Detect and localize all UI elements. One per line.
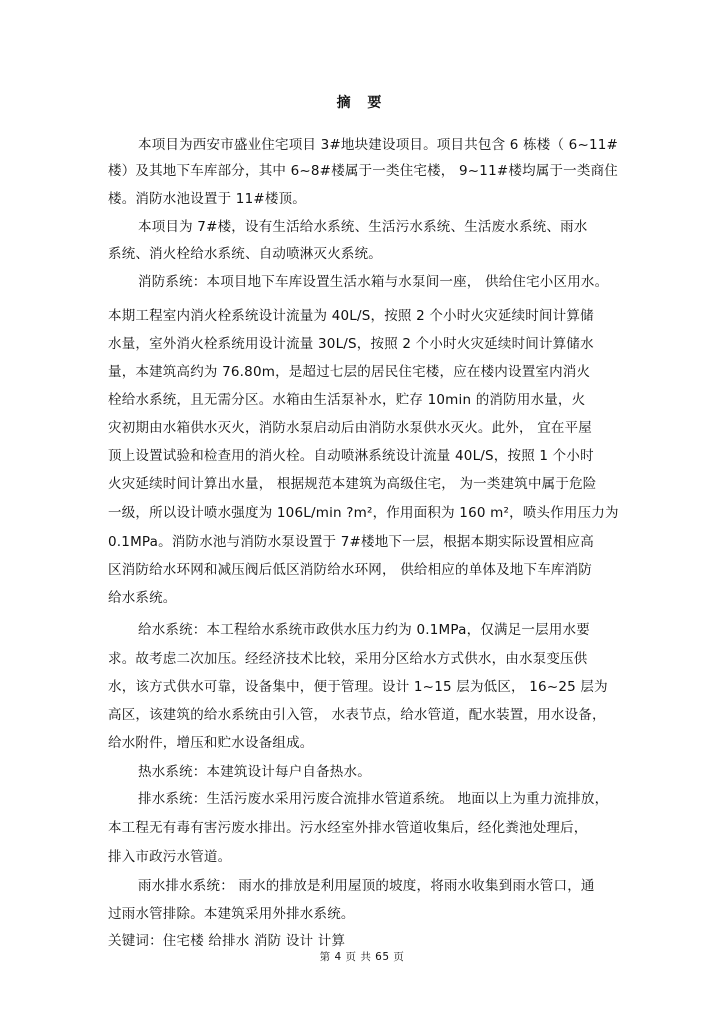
text-line: 0.1MPa。消防水池与消防水泵设置于 7#楼地下一层，根据本期实际设置相应高 [108, 534, 594, 550]
text-line: 灾初期由水箱供水灭火，消防水泵启动后由消防水泵供水灭火。此外， 宜在平屋 [108, 420, 592, 436]
page-number: 第 4 页 共 65 页 [319, 951, 405, 963]
text-line: 楼）及其地下车库部分，其中 6~8#楼属于一类住宅楼， 9~11#楼均属于一类商住 [108, 163, 618, 179]
text-line: 雨水排水系统： 雨水的排放是利用屋顶的坡度，将雨水收集到雨水管口，通 [138, 878, 595, 894]
text-line: 给水系统。 [108, 590, 177, 606]
text-line: 一级，所以设计喷水强度为 106L/min ?m²，作用面积为 160 m²，喷头作用压力为 [108, 505, 619, 521]
text-line: 火灾延续时间计算出水量， 根据规范本建筑为高级住宅， 为一类建筑中属于危险 [108, 476, 597, 492]
text-line: 区消防给水环网和减压阀后低区消防给水环网， 供给相应的单体及地下车库消防 [108, 562, 592, 578]
text-line: 系统、消火栓给水系统、自动喷淋灭火系统。 [108, 246, 382, 262]
text-line: 消防系统：本项目地下车库设置生活水箱与水泵间一座， 供给住宅小区用水。 [138, 274, 609, 290]
text-line: 本项目为 7#楼，设有生活给水系统、生活污水系统、生活废水系统、雨水 [138, 219, 588, 235]
text-line: 顶上设置试验和检查用的消火栓。自动喷淋系统设计流量 40L/S，按照 1 个小时 [108, 448, 594, 464]
text-line: 楼。消防水池设置于 11#楼顶。 [108, 191, 306, 207]
text-line: 热水系统：本建筑设计每户自备热水。 [138, 764, 371, 780]
text-line: 高区，该建筑的给水系统由引入管， 水表节点，给水管道，配水装置，用水设备， [108, 707, 606, 723]
text-line: 过雨水管排除。本建筑采用外排水系统。 [108, 906, 355, 922]
text-line: 水，该方式供水可靠，设备集中，便于管理。设计 1~15 层为低区， 16~25 层为 [108, 679, 608, 695]
text-line: 本期工程室内消火栓系统设计流量为 40L/S，按照 2 个小时火灾延续时间计算储 [108, 308, 594, 324]
text-line: 本项目为西安市盛业住宅项目 3#地块建设项目。项目共包含 6 栋楼（ 6~11# [138, 137, 619, 153]
text-line: 排水系统：生活污废水采用污废合流排水管道系统。 地面以上为重力流排放， [138, 791, 609, 807]
abstract-title: 摘 要 [336, 95, 388, 111]
text-line: 量，本建筑高约为 76.80m，是超过七层的居民住宅楼，应在楼内设置室内消火 [108, 364, 591, 380]
text-line: 本工程无有毒有害污废水排出。污水经室外排水管道收集后，经化粪池处理后， [108, 820, 588, 836]
text-line: 栓给水系统，且无需分区。水箱由生活泵补水，贮存 10min 的消防用水量，火 [108, 392, 586, 408]
text-line: 排入市政污水管道。 [108, 849, 232, 865]
keywords-line: 关键词：住宅楼 给排水 消防 设计 计算 [108, 933, 346, 949]
text-line: 求。故考虑二次加压。经经济技术比较，采用分区给水方式供水，由水泵变压供 [108, 651, 588, 667]
text-line: 给水附件，增压和贮水设备组成。 [108, 735, 314, 751]
text-line: 给水系统：本工程给水系统市政供水压力约为 0.1MPa，仅满足一层用水要 [138, 622, 590, 638]
text-line: 水量，室外消火栓系统用设计流量 30L/S，按照 2 个小时火灾延续时间计算储水 [108, 336, 594, 352]
